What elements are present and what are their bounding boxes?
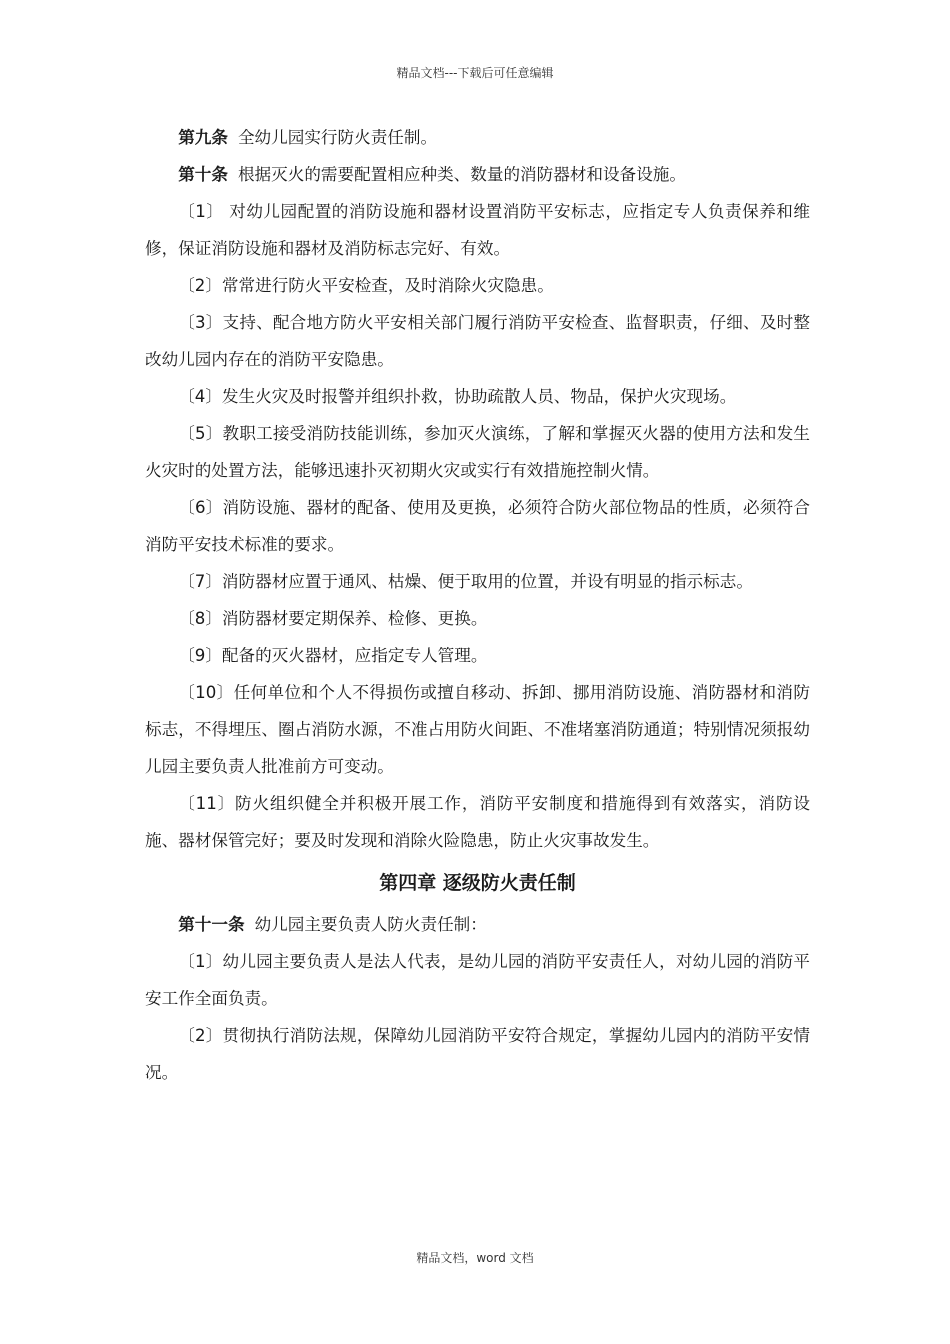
article-10-lead: 第十条 <box>178 165 228 184</box>
article-11-lead: 第十一条 <box>178 915 245 934</box>
list-item: 〔9〕配备的灭火器材，应指定专人管理。 <box>178 646 488 665</box>
list-item: 〔8〕消防器材要定期保养、检修、更换。 <box>178 609 488 628</box>
page-footer-note: 精品文档，word 文档 <box>416 1251 534 1265</box>
list-item: 〔1〕 对幼儿园配置的消防设施和器材设置消防平安标志，应指定专人负责保养和维修，保证消防设施和器材及消防标志完好、有效。 <box>145 202 810 258</box>
list-item: 〔11〕防火组织健全并积极开展工作，消防平安制度和措施得到有效落实，消防设施、器材保管完好；要及时发现和消除火险隐患，防止火灾事故发生。 <box>145 794 810 850</box>
article-9-lead: 第九条 <box>178 128 228 147</box>
list-item: 〔1〕幼儿园主要负责人是法人代表，是幼儿园的消防平安责任人，对幼儿园的消防平安工作全面负责。 <box>145 952 810 1008</box>
page-header-note: 精品文档---下载后可任意编辑 <box>396 66 554 80</box>
list-item: 〔5〕教职工接受消防技能训练，参加灭火演练，了解和掌握灭火器的使用方法和发生火灾时的处置方法，能够迅速扑灭初期火灾或实行有效措施控制火情。 <box>145 424 810 480</box>
article-11 <box>145 906 810 943</box>
list-item: 〔10〕任何单位和个人不得损伤或擅自移动、拆卸、挪用消防设施、消防器材和消防标志，不得埋压、圈占消防水源，不准占用防火间距、不准堵塞消防通道；特别情况须报幼儿园主要负责人批准前方可变动。 <box>145 683 810 776</box>
document-body <box>145 119 810 1091</box>
list-item: 〔7〕消防器材应置于通风、枯燥、便于取用的位置，并设有明显的指示标志。 <box>178 572 753 591</box>
article-10-text: 根据灭火的需要配置相应种类、数量的消防器材和设备设施。 <box>237 165 686 184</box>
list-item: 〔2〕常常进行防火平安检查，及时消除火灾隐患。 <box>178 276 554 295</box>
article-9-text: 全幼儿园实行防火责任制。 <box>237 128 438 147</box>
list-item: 〔3〕支持、配合地方防火平安相关部门履行消防平安检查、监督职责，仔细、及时整改幼儿园内存在的消防平安隐患。 <box>145 313 810 369</box>
chapter-title: 第四章 逐级防火责任制 <box>379 872 576 894</box>
article-10 <box>145 156 810 193</box>
list-item: 〔2〕贯彻执行消防法规，保障幼儿园消防平安符合规定，掌握幼儿园内的消防平安情况。 <box>145 1026 810 1082</box>
article-11-text: 幼儿园主要负责人防火责任制： <box>254 915 487 934</box>
article-9 <box>145 119 810 156</box>
list-item: 〔6〕消防设施、器材的配备、使用及更换，必须符合防火部位物品的性质，必须符合消防平安技术标准的要求。 <box>145 498 810 554</box>
list-item: 〔4〕发生火灾及时报警并组织扑救，协助疏散人员、物品，保护火灾现场。 <box>178 387 737 406</box>
